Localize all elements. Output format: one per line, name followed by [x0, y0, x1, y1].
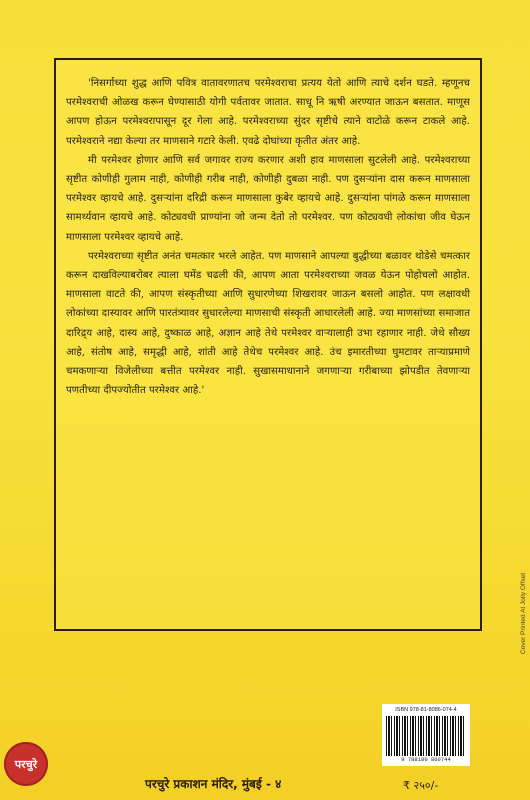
paragraph-2: मी परमेश्वर होणार आणि सर्व जगावर राज्य करणार अशी हाव माणसाला सुटलेली आहे. परमेश्वराच्या सृष्टीत कोणीही गुलाम नाही, कोणीही गरीब नाही, कोणीही दुबळा नाही. पण दुसऱ्यांना दास करून माणसाला परमेश्वर व्हायचे आहे. दुसऱ्यांना दरिद्री करून माणसाला कुबेर व्हायचे आहे. दुसऱ्यांना पांगळे करून माणसाला सामर्थ्यवान व्हायचे आहे. कोट्यवधी प्राण्यांना जो जन्म देतो तो परमेश्वर. पण कोट्यवधी लोकांचा जीव घेऊन माणसाला परमेश्वर व्हायचे आहे. [66, 154, 470, 243]
logo-text: परचुरे [14, 757, 38, 771]
barcode-digits: 9 788180 860744 [401, 756, 451, 763]
publisher-name: परचुरे प्रकाशन मंदिर, मुंबई - ४ [145, 777, 282, 791]
price-label: ₹ २५०/- [403, 779, 439, 792]
paragraph-1: 'निसर्गाच्या शुद्ध आणि पवित्र वातावरणातच परमेश्वराचा प्रत्यय येतो आणि त्याचे दर्शन घडते. म्हणूनच परमेश्वराची ओळख करून घेण्यासाठी योगी पर्वतावर जातात. साधू नि ऋषी अरण्यात जाऊन बसतात. माणूस आपण होऊन परमेश्वरापासून दूर गेला आहे. परमेश्वराच्या सुंदर सृष्टीचे त्याने वाटोळे करून टाकले आहे. परमेश्वराने नद्या केल्या तर माणसाने गटारे केली. एवढे दोघांच्या कृतीत अंतर आहे. [66, 78, 470, 147]
isbn-barcode [382, 704, 470, 766]
printer-credit: Cover Printed At Jolly Offset [519, 572, 527, 655]
paragraph-3: परमेश्वराच्या सृष्टीत अनंत चमत्कार भरले आहेत. पण माणसाने आपल्या बुद्धीच्या बळावर थोडेसे चमत्कार करून दाखविल्याबरोबर त्याला घमेंड चढली की, आपण आता परमेश्वराच्या जवळ येऊन पोहोचलो आहोत. माणसाला वाटते की, आपण संस्कृतीच्या आणि सुधारणेच्या शिखरावर जाऊन बसलो आहोत. पण लक्षावधी लोकांच्या दास्यावर आणि पारतंत्र्यावर सुधारलेल्या माणसाची संस्कृती आधारलेली आहे. ज्या माणसांच्या समाजात दारिद्र्य आहे, दास्य आहे, दुष्काळ आहे, अज्ञान आहे तेथे परमेश्वर वाऱ्यालाही उभा रहाणार नाही. जेथे सौख्य आहे, संतोष आहे, समृद्धी आहे, शांती आहे तेथेच परमेश्वर आहे. उंच इमारतीच्या घुमटावर ताऱ्याप्रमाणे चमकणाऱ्या विजेलीच्या बत्तीत परमेश्वर नाही. सुखासमाधानाने जगणाऱ्या गरीबाच्या झोपडीत तेवणाऱ्या पणतीच्या दीपज्योतीत परमेश्वर आहे.' [66, 250, 470, 397]
barcode-bars [386, 716, 466, 756]
publisher-logo [4, 742, 48, 786]
blurb-text [66, 74, 470, 400]
isbn-number: ISBN 978-81-8086-074-4 [395, 707, 457, 713]
